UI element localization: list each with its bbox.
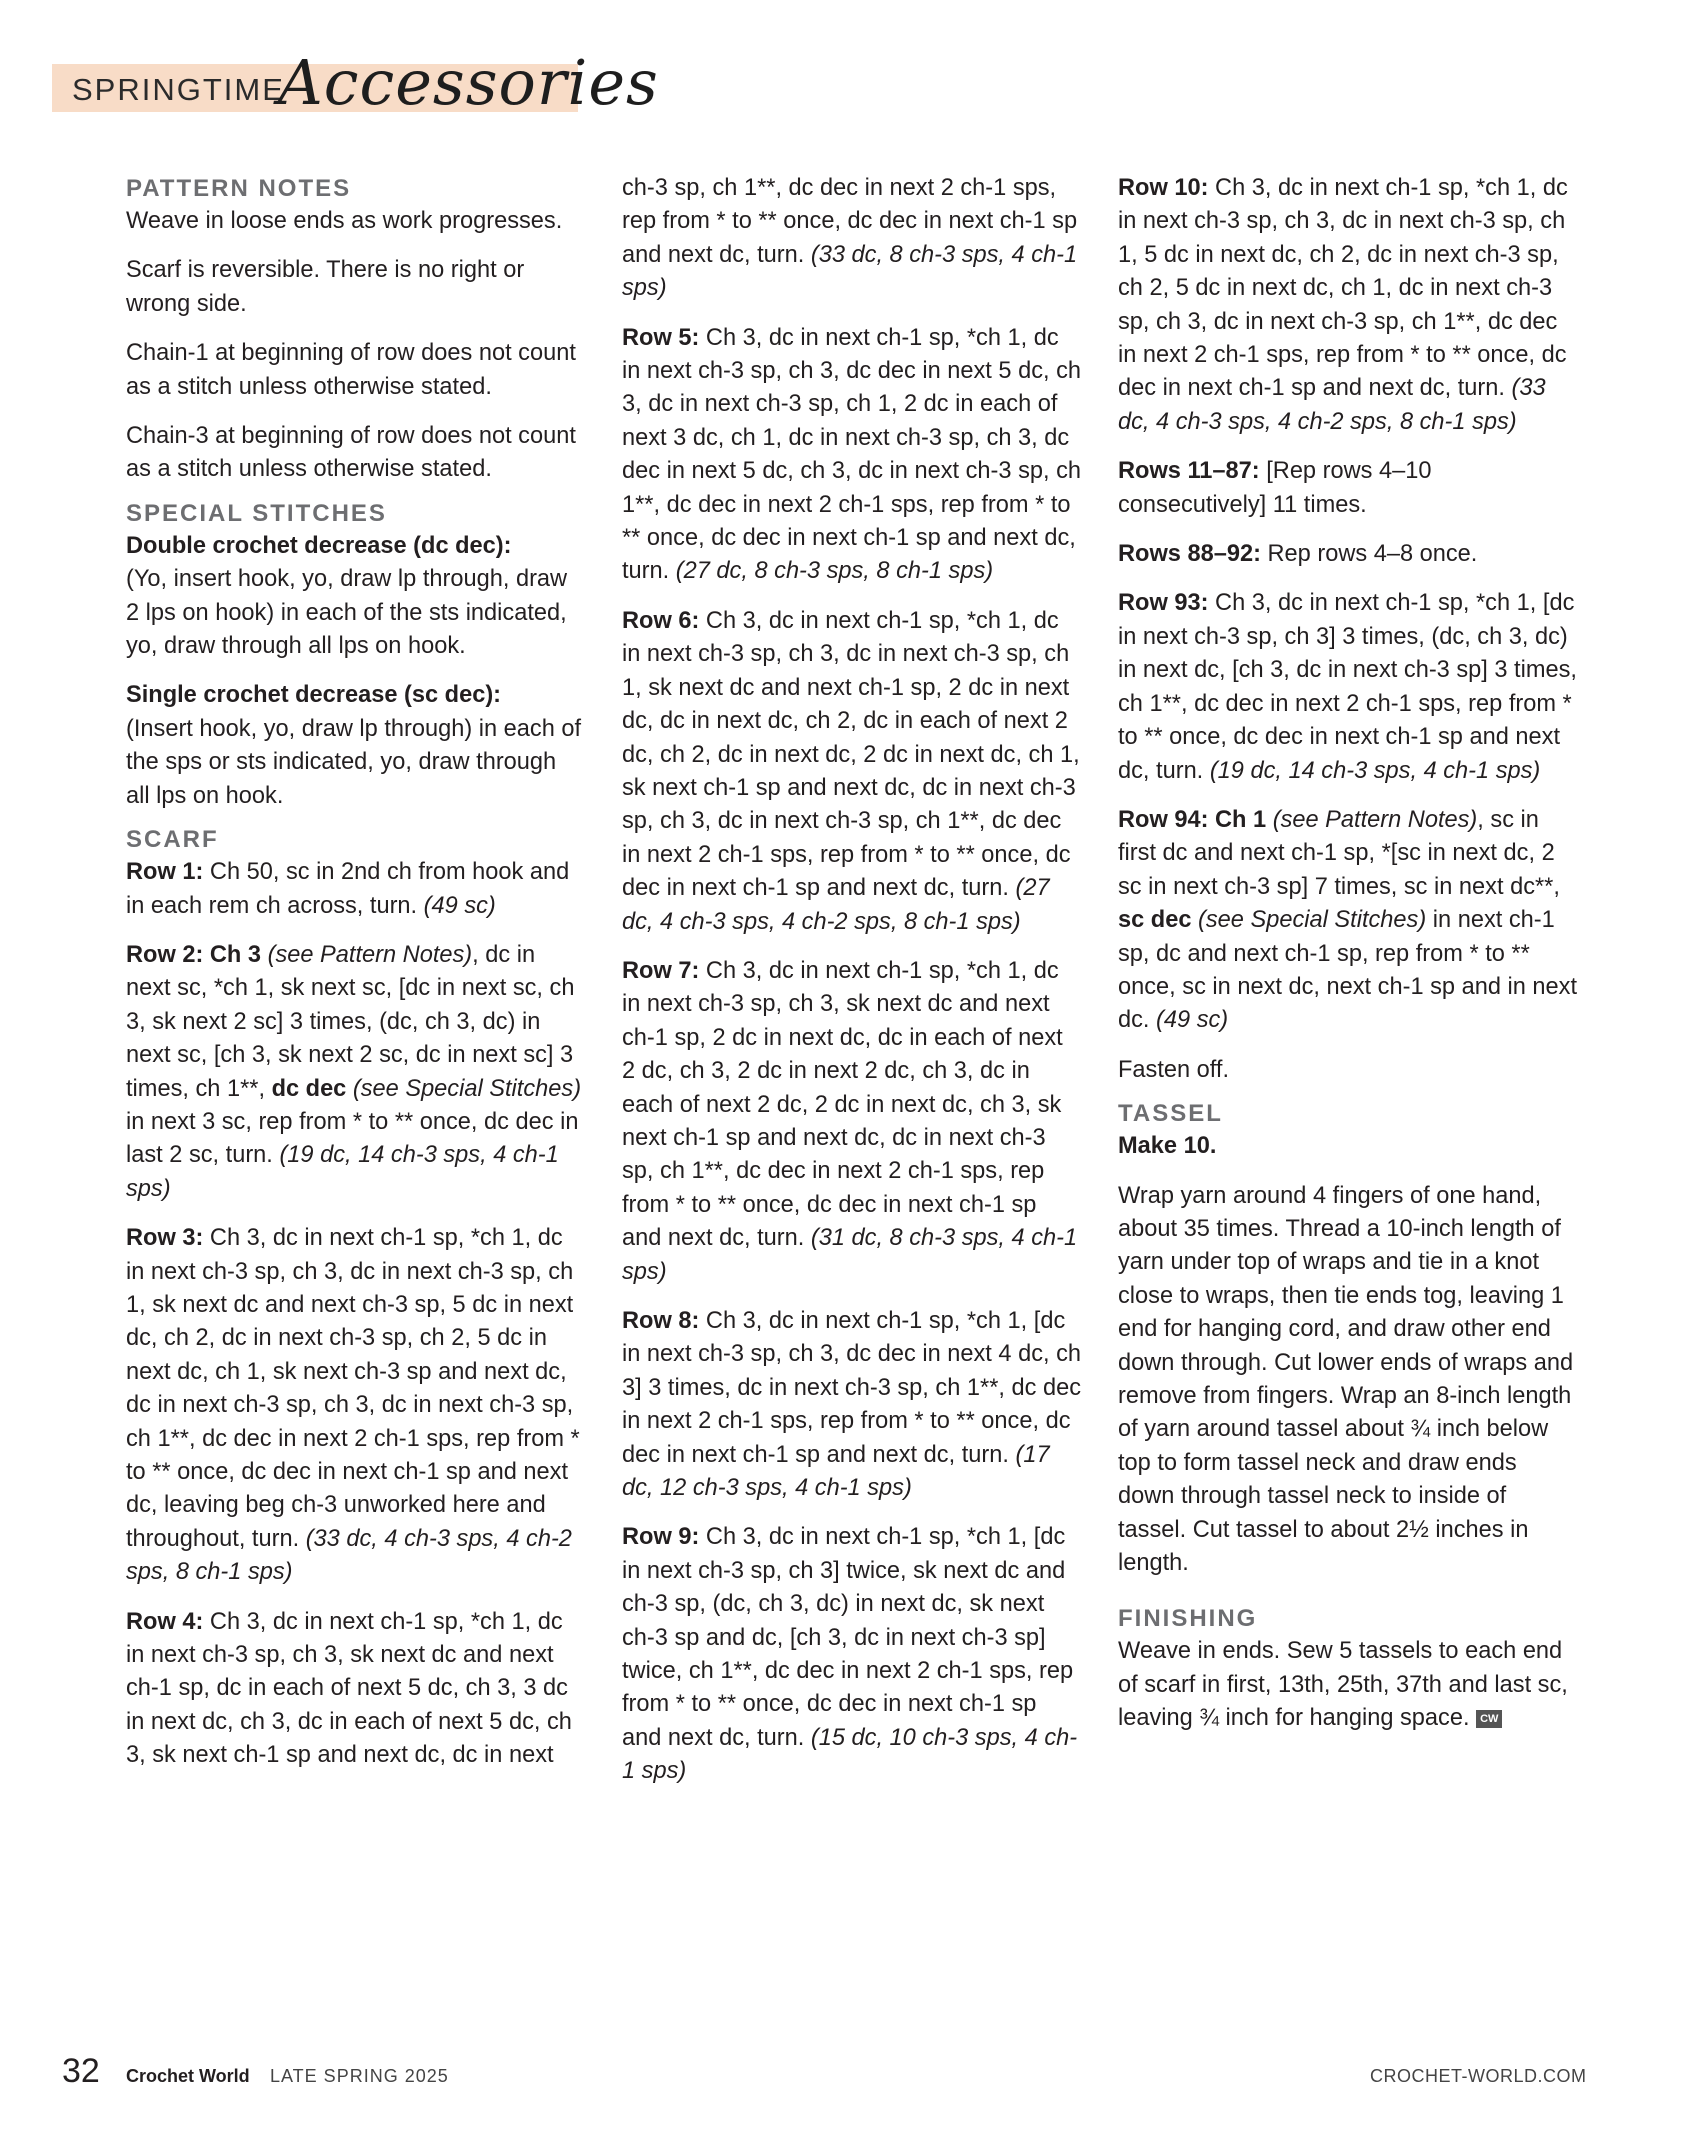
- row-label: Row 5:: [622, 324, 700, 351]
- row-text: in next ch-1 sp, dc and next ch-1 sp, rep from * to ** once, sc in next dc, next ch-1 sp and in next dc.: [1118, 907, 1578, 1034]
- dc-dec-term: dc dec: [271, 1075, 347, 1102]
- note-4: Chain-3 at beginning of row does not count as a stitch unless otherwise stated.: [126, 423, 576, 483]
- row-label: Rows 11–87:: [1118, 458, 1260, 485]
- row-4-continued: [622, 172, 1082, 306]
- column-1: [126, 172, 586, 1789]
- row-8: [622, 1305, 1082, 1505]
- row-text: Ch 3, dc in next ch-1 sp, *ch 1, dc in next ch-3 sp, ch 3, dc in next ch-3 sp, ch 1, sk next dc and next ch-1 sp, 2 dc in next dc, dc in next dc, ch 2, dc in each of next 2 dc, ch 2, dc in next dc, 2 dc in next dc, ch 1, sk next ch-1 sp and next dc, dc in next ch-3 sp, ch 3, dc in next ch-3 sp, ch 1**, dc dec in next 2 ch-1 sps, rep from * to ** once, dc dec in next ch-1 sp and next dc, turn.: [622, 607, 1080, 902]
- row-label: Row 8:: [622, 1308, 700, 1334]
- stitch-count: (19 dc, 14 ch-3 sps, 4 ch-1 sps): [126, 1142, 559, 1202]
- row-label: Row 9:: [622, 1524, 700, 1551]
- row-3: [126, 1222, 586, 1589]
- section-header-springtime: SPRINGTIME: [72, 72, 285, 107]
- row-label: Row 2: Ch 3: [126, 941, 262, 968]
- sc-dec-definition: [126, 679, 586, 813]
- scarf-heading: SCARF: [126, 826, 219, 854]
- magazine-name: Crochet World: [126, 2066, 250, 2086]
- tassel-instructions: Wrap yarn around 4 fingers of one hand, about 35 times. Thread a 10-inch length of yarn under top of wraps and tie in a knot close to wraps, then tie ends tog, leaving 1 end for hanging cord, and draw other end down through. Cut lower ends of wraps and remove from fingers. Wrap an 8-inch length of yarn around tassel about ¾ inch below top to form tassel neck and draw ends down through tassel neck to inside of tassel. Cut tassel to about 2½ inches in length.: [1118, 1182, 1574, 1577]
- row-text: ch-3 sp, ch 1**, dc dec in next 2 ch-1 sps, rep from * to ** once, dc dec in next ch-1 sp and next dc, turn.: [622, 175, 1078, 268]
- rows-88-92: [1118, 538, 1578, 571]
- issue-label: LATE SPRING 2025: [270, 2066, 449, 2086]
- dc-dec-title: Double crochet decrease (dc dec):: [126, 532, 512, 559]
- row-text: in next 3 sc, rep from * to ** once, dc dec in last 2 sc, turn.: [126, 1108, 579, 1169]
- row-label: Row 7:: [622, 957, 700, 984]
- row-label: Row 94: Ch 1: [1118, 806, 1267, 833]
- row-label: Row 10:: [1118, 175, 1209, 201]
- row-text: Ch 3, dc in next ch-1 sp, *ch 1, dc in next ch-3 sp, ch 3, dc dec in next 5 dc, ch 3, dc in next ch-3 sp, ch 1, 2 dc in each of next 3 dc, ch 1, dc in next ch-3 sp, ch 3, dc dec in next 5 dc, ch 3, dc in next ch-3 sp, ch 1**, dc dec in next 2 ch-1 sps, rep from * to ** once, dc dec in next ch-1 sp and next dc, turn.: [622, 324, 1082, 585]
- finishing-body: Weave in ends. Sew 5 tassels to each end of scarf in first, 13th, 25th, 37th and last sc, leaving ¾ inch for hanging space.: [1118, 1638, 1568, 1732]
- row-label: Row 93:: [1118, 590, 1209, 617]
- stitch-count: (17 dc, 12 ch-3 sps, 4 ch-1 sps): [622, 1441, 1050, 1502]
- row-6: [622, 605, 1082, 939]
- row-label: Row 3:: [126, 1225, 204, 1252]
- end-mark-icon: CW: [1476, 1710, 1502, 1728]
- row-4: [126, 1606, 586, 1773]
- column-2: [622, 172, 1082, 1805]
- row-2: [126, 939, 586, 1206]
- sc-dec-text: (Insert hook, yo, draw lp through) in each of the sps or sts indicated, yo, draw through all lps on hook.: [126, 715, 582, 809]
- stitch-count: (15 dc, 10 ch-3 sps, 4 ch-1 sps): [622, 1724, 1078, 1785]
- row-text: , sc in first dc and next ch-1 sp, *[sc in next dc, 2 sc in next ch-3 sp] 7 times, sc in next dc**,: [1118, 806, 1560, 900]
- row-text: Ch 3, dc in next ch-1 sp, *ch 1, dc in next ch-3 sp, ch 3, sk next dc and next ch-1 sp, 2 dc in next dc, dc in each of next 2 dc, ch 3, 2 dc in next 2 dc, ch 3, dc in each of next 2 dc, 2 dc in next dc, ch 3, sk next ch-1 sp and next dc, dc in next ch-3 sp, ch 1**, dc dec in next 2 ch-1 sps, rep from * to ** once, dc dec in next ch-1 sp and next dc, turn.: [622, 957, 1063, 1252]
- row-text: Ch 50, sc in 2nd ch from hook and in each rem ch across, turn.: [126, 859, 570, 919]
- sc-dec-term: sc dec: [1118, 907, 1192, 934]
- row-text: Ch 3, dc in next ch-1 sp, *ch 1, [dc in next ch-3 sp, ch 3] 3 times, (dc, ch 3, dc) in next dc, [ch 3, dc in next ch-3 sp] 3 times, ch 1**, dc dec in next 2 ch-1 sps, rep from * to ** once, dc dec in next ch-1 sp and next dc, turn.: [1118, 590, 1577, 784]
- finishing-heading: FINISHING: [1118, 1605, 1258, 1633]
- cross-reference: (see Special Stitches): [352, 1075, 582, 1102]
- website: CROCHET-WORLD.COM: [1370, 2066, 1587, 2086]
- dc-dec-text: (Yo, insert hook, yo, draw lp through, draw 2 lps on hook) in each of the sts indicated, yo, draw through all lps on hook.: [126, 566, 568, 660]
- fasten-off: Fasten off.: [1118, 1056, 1230, 1083]
- special-stitches-heading: SPECIAL STITCHES: [126, 499, 387, 527]
- tassel-heading: TASSEL: [1118, 1100, 1223, 1128]
- row-7: [622, 955, 1082, 1289]
- section-header-accessories: Accessories: [278, 46, 659, 119]
- row-label: Rows 88–92:: [1118, 541, 1261, 568]
- cross-reference: (see Special Stitches): [1198, 907, 1427, 934]
- note-3: Chain-1 at beginning of row does not count as a stitch unless otherwise stated.: [126, 340, 576, 400]
- row-93: [1118, 587, 1578, 787]
- cross-reference: (see Pattern Notes): [267, 941, 473, 968]
- note-2: Scarf is reversible. There is no right or wrong side.: [126, 257, 525, 317]
- stitch-count: (33 dc, 8 ch-3 sps, 4 ch-1 sps): [622, 241, 1078, 302]
- row-text: Rep rows 4–8 once.: [1267, 541, 1478, 568]
- note-1: Weave in loose ends as work progresses.: [126, 208, 563, 234]
- stitch-count: (49 sc): [1156, 1007, 1229, 1034]
- row-94: [1118, 804, 1578, 1038]
- stitch-count: (27 dc, 8 ch-3 sps, 8 ch-1 sps): [675, 558, 994, 585]
- row-text: Ch 3, dc in next ch-1 sp, *ch 1, dc in next ch-3 sp, ch 3, dc in next ch-3 sp, ch 1, 5 dc in next dc, ch 2, dc in next ch-3 sp, ch 2, 5 dc in next dc, ch 1, dc in next ch-3 sp, ch 3, dc in next ch-3 sp, ch 1**, dc dec in next 2 ch-1 sps, rep from * to ** once, dc dec in next ch-1 sp and next dc, turn.: [1118, 175, 1568, 402]
- row-label: Row 4:: [126, 1608, 204, 1635]
- row-text: Ch 3, dc in next ch-1 sp, *ch 1, dc in next ch-3 sp, ch 3, dc in next ch-3 sp, ch 1, sk next dc and next ch-3 sp, 5 dc in next dc, ch 2, dc in next ch-3 sp, ch 2, 5 dc in next dc, ch 1, sk next ch-3 sp and next dc, dc in next ch-3 sp, ch 3, dc in next ch-3 sp, ch 1**, dc dec in next 2 ch-1 sps, rep from * to ** once, dc dec in next ch-1 sp and next dc, leaving beg ch-3 unworked here and throughout, turn.: [126, 1225, 580, 1552]
- row-9: [622, 1521, 1082, 1788]
- row-5: [622, 322, 1082, 589]
- make-count: Make 10.: [1118, 1133, 1217, 1160]
- stitch-count: (33 dc, 4 ch-3 sps, 4 ch-2 sps, 8 ch-1 sps): [1118, 375, 1546, 435]
- row-text: , dc in next sc, *ch 1, sk next sc, [dc in next sc, ch 3, sk next 2 sc] 3 times, (dc, ch 3, dc) in next sc, [ch 3, sk next 2 sc, dc in next sc] 3 times, ch 1**,: [126, 941, 575, 1102]
- dc-dec-definition: [126, 530, 586, 664]
- sc-dec-title: Single crochet decrease (sc dec):: [126, 682, 502, 709]
- row-label: Row 6:: [622, 607, 700, 634]
- row-text: Ch 3, dc in next ch-1 sp, *ch 1, dc in next ch-3 sp, ch 3, sk next dc and next ch-1 sp, dc in each of next 5 dc, ch 3, 3 dc in next dc, ch 3, dc in each of next 5 dc, ch 3, sk next ch-1 sp and next dc, dc in next: [126, 1608, 572, 1769]
- row-text: [Rep rows 4–10 consecutively] 11 times.: [1118, 458, 1432, 518]
- stitch-count: (31 dc, 8 ch-3 sps, 4 ch-1 sps): [622, 1225, 1078, 1285]
- row-label: Row 1:: [126, 859, 204, 886]
- cross-reference: (see Pattern Notes): [1272, 806, 1478, 833]
- page-number: 32: [62, 2052, 100, 2090]
- row-text: Ch 3, dc in next ch-1 sp, *ch 1, [dc in next ch-3 sp, ch 3, dc dec in next 4 dc, ch 3] 3 times, dc in next ch-3 sp, ch 1**, dc dec in next 2 ch-1 sps, rep from * to ** once, dc dec in next ch-1 sp and next dc, turn.: [622, 1308, 1082, 1468]
- stitch-count: (49 sc): [423, 892, 496, 919]
- finishing-text: [1118, 1635, 1578, 1735]
- stitch-count: (19 dc, 14 ch-3 sps, 4 ch-1 sps): [1209, 757, 1541, 784]
- pattern-notes-heading: PATTERN NOTES: [126, 175, 352, 202]
- stitch-count: (27 dc, 4 ch-3 sps, 4 ch-2 sps, 8 ch-1 sps): [622, 875, 1050, 935]
- row-text: Ch 3, dc in next ch-1 sp, *ch 1, [dc in next ch-3 sp, ch 3] twice, sk next dc and ch-3 sp, (dc, ch 3, dc) in next dc, sk next ch-3 sp and dc, [ch 3, dc in next ch-3 sp] twice, ch 1**, dc dec in next 2 ch-1 sps, rep from * to ** once, dc dec in next ch-1 sp and next dc, turn.: [622, 1524, 1074, 1751]
- row-10: [1118, 172, 1578, 439]
- rows-11-87: [1118, 455, 1578, 522]
- column-3: [1118, 172, 1578, 1752]
- stitch-count: (33 dc, 4 ch-3 sps, 4 ch-2 sps, 8 ch-1 sps): [126, 1525, 572, 1586]
- row-1: [126, 856, 586, 923]
